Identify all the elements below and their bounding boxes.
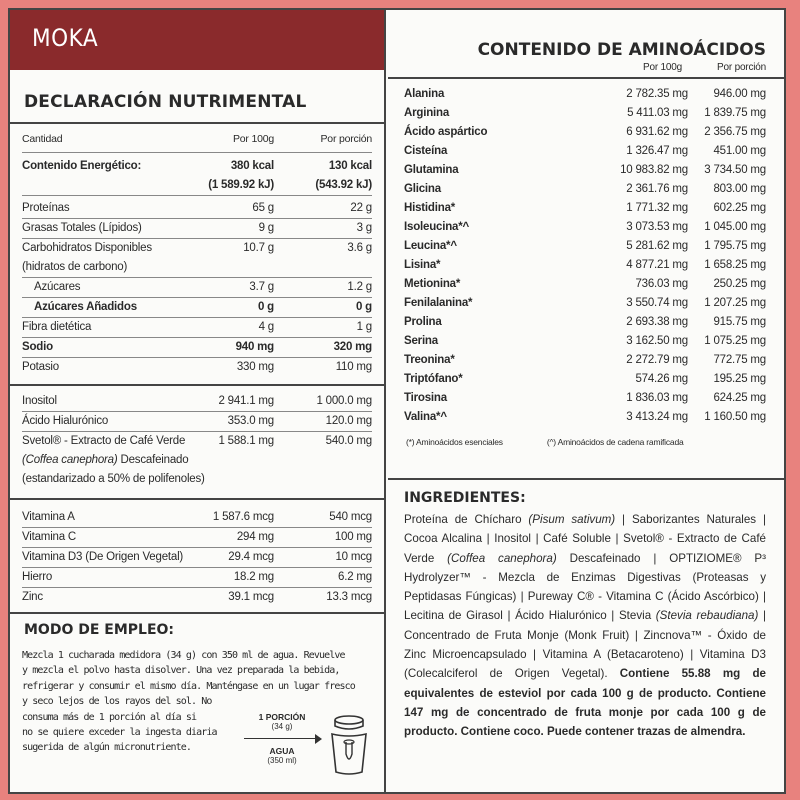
nutrient-value-portion: 3.6 g	[347, 242, 372, 254]
amino-row	[388, 85, 784, 104]
amino-table	[388, 85, 784, 427]
svetol-species: (Coffea canephora)	[22, 454, 118, 466]
svetol-standardized: (estandarizado a 50% de polifenoles)	[22, 473, 205, 485]
ingredients-part: Descafeinado | OPTIZIOME® P³ Hydrolyzer™ - Mezcla de Enzimas Digestivas (Proteasas y Peptidasas Fúngicas) | Pureway C® - Vitamina C (Ácido Ascórbico) | Lecitina de Girasol | Ácido Hialurónico | Stevia	[404, 551, 766, 623]
vitamin-row	[22, 568, 372, 588]
shaker-cup-icon	[326, 712, 372, 776]
vitamin-label: Vitamina C	[22, 531, 77, 543]
nutrient-value-100: 4 g	[258, 321, 274, 333]
amino-value-100: 3 550.74 mg	[626, 297, 688, 309]
amino-row	[388, 313, 784, 332]
note-branched: (^) Aminoácidos de cadena ramificada	[546, 437, 684, 447]
amino-row	[388, 256, 784, 275]
amino-value-100: 10 983.82 mg	[620, 164, 688, 176]
amino-value-100: 1 326.47 mg	[626, 145, 688, 157]
ingredients-species: (Stevia rebaudiana)	[655, 609, 759, 623]
amino-col-portion: Por porción	[717, 62, 766, 73]
amino-row	[388, 123, 784, 142]
vitamin-label: Zinc	[22, 591, 43, 603]
amino-value-portion: 3 734.50 mg	[704, 164, 766, 176]
amino-row	[388, 199, 784, 218]
nutrient-value-100: 330 mg	[236, 361, 274, 373]
amino-value-portion: 1 207.25 mg	[704, 297, 766, 309]
nutrition-title: DECLARACIÓN NUTRIMENTAL	[10, 70, 384, 124]
vitamin-value-100: 18.2 mg	[233, 571, 274, 583]
amino-name: Glicina	[404, 183, 441, 195]
portion-amount: (34 g)	[271, 722, 293, 731]
amino-value-100: 1 836.03 mg	[626, 392, 688, 404]
amino-value-portion: 602.25 mg	[713, 202, 766, 214]
nutrition-header-row	[22, 130, 372, 153]
nutrient-row	[22, 278, 372, 298]
amino-section	[388, 10, 784, 480]
col-name-header: Cantidad	[22, 133, 63, 145]
amino-row	[388, 218, 784, 237]
ingredients-text	[388, 510, 784, 742]
ingredients-species: (Pisum sativum)	[528, 513, 616, 526]
amino-name: Tirosina	[404, 392, 447, 404]
arrow-icon	[240, 734, 324, 744]
nutrient-value-portion: 110 mg	[335, 361, 372, 373]
nutrient-value-100: 0 g	[257, 301, 274, 313]
extra-value-100: 2 941.1 mg	[218, 395, 274, 407]
svetol-decaf: Descafeinado	[117, 454, 189, 466]
nutrient-row	[22, 338, 372, 358]
amino-value-portion: 624.25 mg	[713, 392, 766, 404]
nutrient-label: Azúcares	[34, 281, 81, 293]
amino-row	[388, 332, 784, 351]
energy-kj-portion: (543.92 kJ)	[315, 179, 372, 191]
amino-value-100: 574.26 mg	[635, 373, 688, 385]
vitamin-row	[22, 528, 372, 548]
nutrient-value-100: 65 g	[252, 202, 274, 214]
vitamin-value-100: 29.4 mcg	[228, 551, 274, 563]
nutrient-value-100: 10.7 g	[243, 242, 274, 254]
amino-row	[388, 389, 784, 408]
usage-line: no se quiere exceder la ingesta diaria	[22, 727, 217, 739]
amino-value-portion: 915.75 mg	[713, 316, 766, 328]
nutrient-row	[22, 358, 372, 377]
amino-value-100: 736.03 mg	[635, 278, 688, 290]
nutrient-row	[22, 239, 372, 258]
amino-value-100: 5 411.03 mg	[627, 107, 688, 119]
extra-value-portion: 540.0 mg	[325, 435, 372, 447]
amino-name: Leucina*^	[404, 240, 457, 252]
ingredients-part: | Saborizantes Naturales | Cocoa Alcalina | Inositol | Café Soluble | Svetol® - Extracto de Café Verde	[404, 513, 766, 565]
ingredients-part: Proteína de Chícharo	[404, 513, 529, 526]
nutrient-value-portion: 1 g	[356, 321, 372, 333]
amino-name: Serina	[404, 335, 438, 347]
extra-label: Ácido Hialurónico	[22, 415, 109, 427]
extra-value-portion: 1 000.0 mg	[316, 395, 372, 407]
amino-name: Alanina	[404, 88, 445, 100]
nutrient-label: Grasas Totales (Lípidos)	[22, 222, 142, 234]
amino-value-100: 3 162.50 mg	[626, 335, 688, 347]
amino-name: Fenilalanina*	[404, 297, 473, 309]
amino-name: Ácido aspártico	[404, 126, 488, 138]
water-amount: (350 ml)	[267, 756, 297, 765]
amino-value-100: 2 782.35 mg	[626, 88, 688, 100]
amino-name: Treonina*	[404, 354, 455, 366]
nutrient-label: (hidratos de carbono)	[22, 261, 128, 273]
usage-title: MODO DE EMPLEO:	[24, 622, 175, 638]
vitamin-value-100: 294 mg	[236, 531, 274, 543]
amino-row	[388, 294, 784, 313]
amino-col-100g: Por 100g	[643, 62, 682, 73]
amino-row	[388, 408, 784, 427]
portion-diagram	[240, 712, 324, 766]
nutrient-row	[22, 199, 372, 219]
amino-name: Arginina	[404, 107, 450, 119]
portion-label: 1 PORCIÓN	[258, 712, 306, 722]
svetol-line-2	[22, 451, 372, 470]
amino-value-portion: 250.25 mg	[713, 278, 766, 290]
amino-value-portion: 2 356.75 mg	[704, 126, 766, 138]
vitamin-label: Hierro	[22, 571, 53, 583]
amino-value-100: 3 073.53 mg	[626, 221, 688, 233]
amino-name: Isoleucina*^	[404, 221, 470, 233]
amino-value-100: 3 413.24 mg	[626, 411, 688, 423]
vitamin-value-portion: 6.2 mg	[338, 571, 372, 583]
amino-value-100: 2 361.76 mg	[626, 183, 688, 195]
ingredients-allergens: Contiene 55.88 mg de equivalentes de esteviol por cada 100 g de producto. Contiene 147 mg de concentrado de fruta monje por cada 100 g de producto. Contiene coco. Puede contener trazas de almendra.	[404, 667, 766, 739]
vitamin-value-portion: 10 mcg	[335, 551, 372, 563]
usage-line: refrigerar y consumir el mismo día. Manténgase en un lugar fresco	[22, 680, 355, 692]
nutrient-label: Azúcares Añadidos	[34, 301, 137, 313]
amino-value-100: 6 931.62 mg	[626, 126, 688, 138]
amino-value-100: 4 877.21 mg	[626, 259, 688, 271]
extra-row	[22, 412, 372, 432]
label-panel	[8, 8, 786, 794]
nutrient-value-portion: 1.2 g	[347, 281, 372, 293]
nutrient-value-portion: 0 g	[355, 301, 372, 313]
amino-row	[388, 161, 784, 180]
amino-name: Histidina*	[404, 202, 456, 214]
vitamin-label: Vitamina D3 (De Origen Vegetal)	[22, 551, 184, 563]
nutrient-label: Proteínas	[22, 202, 70, 214]
nutrient-row	[22, 258, 372, 278]
nutrient-value-100: 9 g	[258, 222, 274, 234]
amino-value-portion: 195.25 mg	[713, 373, 766, 385]
amino-row	[388, 104, 784, 123]
vitamin-value-portion: 100 mg	[334, 531, 372, 543]
extra-value-100: 1 588.1 mg	[218, 435, 274, 447]
amino-value-portion: 1 160.50 mg	[704, 411, 766, 423]
amino-value-portion: 451.00 mg	[713, 145, 766, 157]
vitamin-value-100: 1 587.6 mcg	[212, 511, 274, 523]
nutrient-row	[22, 318, 372, 338]
nutrient-value-portion: 22 g	[350, 202, 372, 214]
nutrient-value-100: 3.7 g	[249, 281, 274, 293]
nutrient-row	[22, 298, 372, 318]
extra-label: Inositol	[22, 395, 57, 407]
energy-kcal-portion: 130 kcal	[328, 160, 372, 172]
usage-line: y mezcla el polvo hasta disolver. Una vez preparada la bebida,	[22, 665, 340, 677]
vitamins-section	[10, 500, 384, 614]
nutrient-label: Potasio	[22, 361, 59, 373]
usage-line: sugerida de algún micronutriente.	[22, 742, 191, 754]
amino-row	[388, 351, 784, 370]
amino-value-100: 2 693.38 mg	[626, 316, 688, 328]
usage-line: consuma más de 1 porción al día si	[22, 711, 197, 723]
energy-row	[22, 157, 372, 176]
amino-value-portion: 1 795.75 mg	[704, 240, 766, 252]
svetol-line-3	[22, 470, 372, 489]
vitamin-value-portion: 13.3 mcg	[326, 591, 372, 603]
extra-label: Svetol® - Extracto de Café Verde	[22, 435, 186, 447]
extras-section	[10, 386, 384, 500]
amino-value-100: 2 272.79 mg	[626, 354, 688, 366]
extra-row	[22, 432, 372, 451]
amino-row	[388, 180, 784, 199]
nutrient-label: Fibra dietética	[22, 321, 92, 333]
vitamin-row	[22, 548, 372, 568]
amino-value-portion: 1 045.00 mg	[704, 221, 766, 233]
water-label: AGUA	[269, 746, 295, 756]
vitamin-row	[22, 588, 372, 607]
vitamin-value-portion: 540 mcg	[329, 511, 372, 523]
amino-name: Cisteína	[404, 145, 448, 157]
product-name-banner: MOKA	[10, 10, 384, 70]
nutrient-label: Carbohidratos Disponibles	[22, 242, 152, 254]
energy-kj-100: (1 589.92 kJ)	[208, 179, 274, 191]
ingredients-species: (Coffea canephora)	[447, 551, 557, 565]
amino-value-100: 5 281.62 mg	[626, 240, 688, 252]
amino-row	[388, 275, 784, 294]
usage-line: Mezcla 1 cucharada medidora (34 g) con 350 ml de agua. Revuelve	[22, 650, 345, 661]
amino-name: Prolina	[404, 316, 442, 328]
extra-value-portion: 120.0 mg	[325, 415, 372, 427]
right-column	[388, 10, 784, 792]
nutrient-row	[22, 219, 372, 239]
amino-row	[388, 142, 784, 161]
amino-notes	[388, 427, 784, 457]
amino-name: Lisina*	[404, 259, 441, 271]
usage-line: y seco lejos de los rayos del sol. No	[22, 696, 212, 708]
vitamin-row	[22, 508, 372, 528]
extra-row	[22, 392, 372, 412]
amino-value-portion: 1 075.25 mg	[704, 335, 766, 347]
col-100g-header: Por 100g	[232, 133, 274, 145]
amino-value-portion: 1 658.25 mg	[704, 259, 766, 271]
amino-value-100: 1 771.32 mg	[626, 202, 688, 214]
extra-value-100: 353.0 mg	[227, 415, 274, 427]
amino-value-portion: 772.75 mg	[713, 354, 766, 366]
energy-kj-row	[22, 176, 372, 196]
amino-title: CONTENIDO DE AMINOÁCIDOS	[477, 40, 766, 60]
amino-name: Triptófano*	[404, 373, 463, 385]
energy-kcal-100: 380 kcal	[230, 160, 274, 172]
col-portion-header: Por porción	[320, 133, 372, 145]
ingredients-title: INGREDIENTES:	[404, 490, 526, 506]
note-essential: (*) Aminoácidos esenciales	[406, 437, 503, 447]
amino-name: Metionina*	[404, 278, 461, 290]
ingredients-part: | Concentrado de Fruta Monje (Monk Fruit) | Zincnova™ - Óxido de Zinc Microencapsulado | Vitamina A (Betacaroteno) | Vitamina D3 (Colecalciferol de Origen Vegetal).	[404, 609, 767, 681]
amino-name: Valina*^	[404, 411, 447, 423]
nutrient-label: Sodio	[22, 341, 53, 353]
amino-value-portion: 803.00 mg	[713, 183, 766, 195]
amino-row	[388, 237, 784, 256]
amino-header	[388, 60, 784, 79]
nutrient-value-portion: 320 mg	[333, 341, 372, 353]
vitamin-value-100: 39.1 mcg	[228, 591, 274, 603]
vitamin-label: Vitamina A	[22, 511, 75, 523]
nutrient-value-portion: 3 g	[356, 222, 372, 234]
energy-label: Contenido Energético:	[22, 160, 142, 172]
amino-row	[388, 370, 784, 389]
amino-value-portion: 1 839.75 mg	[704, 107, 766, 119]
nutrition-main-section	[10, 124, 384, 386]
nutrient-value-100: 940 mg	[235, 341, 274, 353]
amino-name: Glutamina	[404, 164, 459, 176]
amino-value-portion: 946.00 mg	[713, 88, 766, 100]
